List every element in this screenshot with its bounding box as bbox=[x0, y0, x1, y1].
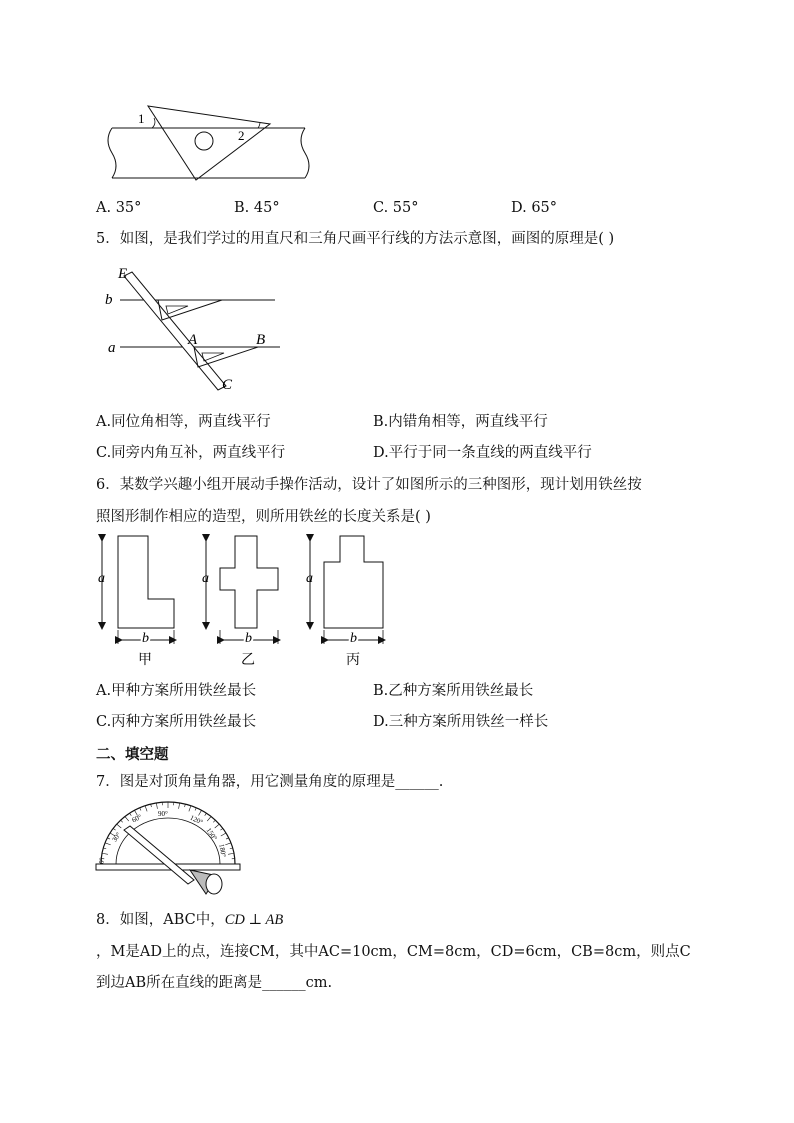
protractor-tick-mark bbox=[220, 828, 222, 830]
q5-label-b-point: B bbox=[256, 332, 266, 348]
q5-label-a-line: a bbox=[108, 340, 116, 356]
q7-stem: 7．图是对顶角量角器，用它测量角度的原理是______. bbox=[96, 774, 444, 790]
q8-line-1-prefix: 8．如图，ABC中， bbox=[96, 912, 225, 928]
q4-option-a: A. 35° bbox=[96, 200, 142, 216]
protractor-tick-mark bbox=[185, 804, 186, 807]
protractor-tick-mark bbox=[199, 810, 202, 815]
q5-option-c: C.同旁内角互补，两直线平行 bbox=[96, 445, 286, 461]
q4-angle-1-label: 1 bbox=[138, 111, 145, 126]
protractor-tick-mark bbox=[215, 824, 220, 828]
q4-option-d: D. 65° bbox=[511, 200, 558, 216]
q6-option-b: B.乙种方案所用铁丝最长 bbox=[373, 683, 534, 699]
q6-bing-b: b bbox=[350, 631, 357, 646]
q6-bing-label: 丙 bbox=[346, 653, 360, 668]
protractor-tick-mark bbox=[205, 813, 207, 815]
protractor-tick-mark bbox=[151, 804, 152, 807]
protractor-tick-mark bbox=[207, 817, 211, 822]
q5-option-a: A.同位角相等，两直线平行 bbox=[96, 414, 271, 430]
protractor-tick-mark bbox=[230, 848, 233, 849]
protractor-tick-mark bbox=[113, 828, 115, 830]
q6-shape-bing bbox=[306, 536, 383, 668]
q4-option-b: B. 45° bbox=[234, 200, 280, 216]
protractor-tick-mark bbox=[226, 838, 229, 839]
q7-protractor-figure bbox=[94, 796, 244, 896]
q6-bing-a: a bbox=[306, 571, 313, 586]
protractor-tick-mark bbox=[121, 820, 123, 822]
q5-option-d: D.平行于同一条直线的两直线平行 bbox=[373, 445, 592, 461]
protractor-tick-mark bbox=[221, 833, 226, 836]
q6-option-d: D.三种方案所用铁丝一样长 bbox=[373, 714, 549, 730]
q8-line-3: 到边AB所在直线的距离是______cm. bbox=[96, 975, 333, 991]
q6-stem-line-2: 照图形制作相应的造型，则所用铁丝的长度关系是( ) bbox=[96, 509, 431, 525]
q7-tick-30: 30° bbox=[110, 830, 123, 844]
q5-figure bbox=[100, 262, 300, 394]
q8-line-2: ，M是AD上的点，连接CM，其中AC=10cm，CM=8cm，CD=6cm，CB=8cm，则点C bbox=[96, 944, 691, 960]
q4-figure bbox=[100, 98, 310, 184]
q6-shape-yi bbox=[202, 536, 278, 668]
q7-tick-120: 120° bbox=[188, 813, 205, 827]
q5-label-a-point: A bbox=[188, 332, 198, 348]
q6-yi-b: b bbox=[245, 631, 252, 646]
q8-line-1 bbox=[96, 910, 283, 930]
q6-jia-label: 甲 bbox=[138, 653, 152, 668]
q7-tick-180: 180° bbox=[217, 843, 228, 858]
protractor-tick-mark bbox=[117, 824, 122, 828]
q6-figure bbox=[94, 532, 394, 672]
q6-option-a: A.甲种方案所用铁丝最长 bbox=[96, 683, 257, 699]
q4-angle-2-label: 2 bbox=[238, 128, 245, 143]
protractor-tick-mark bbox=[125, 817, 129, 822]
section-heading: 二、填空题 bbox=[96, 747, 169, 763]
protractor-tick-mark bbox=[228, 853, 234, 854]
q7-tick-60: 60° bbox=[130, 812, 143, 825]
protractor-tick-mark bbox=[145, 806, 147, 812]
q4-option-c: C. 55° bbox=[373, 200, 419, 216]
protractor-tick-mark bbox=[130, 813, 132, 815]
protractor-tick-mark bbox=[179, 803, 180, 809]
q7-tick-150: 150° bbox=[204, 826, 219, 842]
protractor-tick-mark bbox=[103, 848, 106, 849]
q8-math-cd-perp-ab: CD ⊥ AB bbox=[224, 912, 284, 928]
q7-tick-90: 90° bbox=[158, 810, 168, 818]
q6-shape-jia bbox=[98, 536, 174, 668]
protractor-tick-mark bbox=[213, 820, 215, 822]
q6-option-c: C.丙种方案所用铁丝最长 bbox=[96, 714, 257, 730]
protractor-tick-mark bbox=[189, 806, 191, 812]
q6-yi-a: a bbox=[202, 571, 209, 586]
q5-label-e: E bbox=[118, 266, 128, 282]
q5-option-b: B.内错角相等，两直线平行 bbox=[373, 414, 548, 430]
protractor-tick-mark bbox=[140, 808, 141, 811]
q6-yi-label: 乙 bbox=[241, 653, 255, 668]
q6-stem-line-1: 6．某数学兴趣小组开展动手操作活动，设计了如图所示的三种图形，现计划用铁丝按 bbox=[96, 477, 642, 493]
q5-stem: 5．如图，是我们学过的用直尺和三角尺画平行线的方法示意图，画图的原理是( ) bbox=[96, 231, 615, 247]
q7-tick-0: 0° bbox=[97, 857, 107, 865]
protractor-tick-mark bbox=[195, 808, 196, 811]
protractor-tick-mark bbox=[156, 803, 157, 809]
protractor-tick-mark bbox=[102, 853, 108, 854]
q5-label-c: C bbox=[222, 377, 233, 393]
protractor-tick-mark bbox=[105, 843, 111, 845]
q6-jia-a: a bbox=[98, 571, 105, 586]
q5-label-b-line: b bbox=[105, 292, 113, 308]
q6-jia-b: b bbox=[142, 631, 149, 646]
